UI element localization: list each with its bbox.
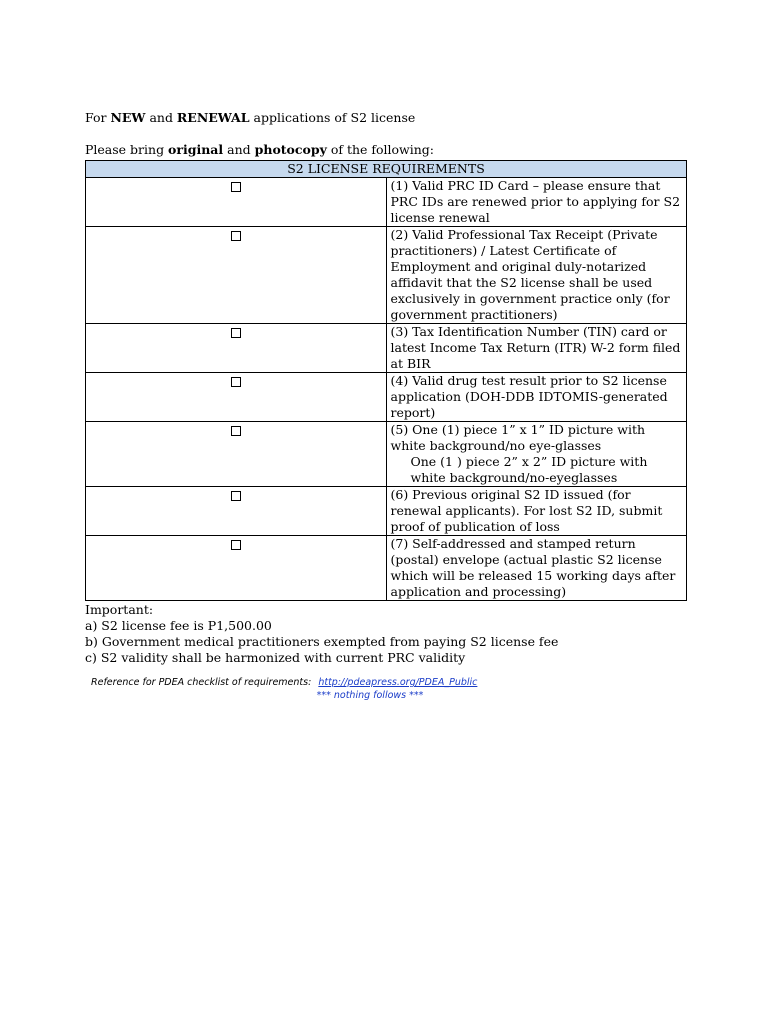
table-row	[86, 536, 687, 601]
requirement-text: (7) Self-addressed and stamped return (postal) envelope (actual plastic S2 license which will be released 15 working days after application and processing)	[386, 536, 687, 601]
requirement-text: (2) Valid Professional Tax Receipt (Private practitioners) / Latest Certificate of Employment and original duly-notarized affidavit that the S2 license shall be used exclusively in government practice only (for government practitioners)	[386, 227, 687, 324]
reference-line	[85, 676, 687, 689]
checkbox[interactable]	[231, 426, 241, 436]
important-notes	[85, 602, 687, 666]
table-row	[86, 227, 687, 324]
document	[85, 110, 687, 702]
checkbox[interactable]	[231, 377, 241, 387]
checkbox-cell	[86, 373, 387, 422]
requirement-text: (3) Tax Identification Number (TIN) card or latest Income Tax Return (ITR) W-2 form filed at BIR	[386, 324, 687, 373]
reference-link[interactable]: http://pdeapress.org/PDEA_Public	[318, 677, 478, 688]
checkbox[interactable]	[231, 231, 241, 241]
table-row	[86, 487, 687, 536]
important-item: b) Government medical practitioners exempted from paying S2 license fee	[85, 634, 559, 649]
important-item: a) S2 license fee is P1,500.00	[85, 618, 272, 633]
intro-line-2: Please bring original and photocopy of the following:	[85, 142, 435, 157]
checkbox-cell	[86, 487, 387, 536]
table-header: S2 LICENSE REQUIREMENTS	[86, 161, 687, 178]
requirement-text: (1) Valid PRC ID Card – please ensure that PRC IDs are renewed prior to applying for S2 license renewal	[386, 178, 687, 227]
requirement-text	[386, 422, 687, 487]
table-row	[86, 422, 687, 487]
checkbox[interactable]	[231, 328, 241, 338]
table-header-row	[86, 161, 687, 178]
checkbox-cell	[86, 227, 387, 324]
table-row	[86, 324, 687, 373]
reference-label: Reference for PDEA checklist of requirements:	[91, 677, 312, 688]
checkbox[interactable]	[231, 540, 241, 550]
checkbox[interactable]	[231, 491, 241, 501]
requirement-text: (4) Valid drug test result prior to S2 license application (DOH-DDB IDTOMIS-generated report)	[386, 373, 687, 422]
requirement-line: One (1 ) piece 2” x 2” ID picture with white background/no-eyeglasses	[410, 454, 648, 485]
requirements-table	[85, 160, 687, 601]
checkbox-cell	[86, 178, 387, 227]
checkbox-cell	[86, 536, 387, 601]
important-heading: Important:	[85, 602, 154, 617]
checkbox-cell	[86, 422, 387, 487]
table-row	[86, 373, 687, 422]
nothing-follows: *** nothing follows ***	[316, 690, 424, 701]
checkbox[interactable]	[231, 182, 241, 192]
intro-line-1: For NEW and RENEWAL applications of S2 license	[85, 110, 416, 125]
important-item: c) S2 validity shall be harmonized with current PRC validity	[85, 650, 466, 665]
requirement-text: (6) Previous original S2 ID issued (for renewal applicants). For lost S2 ID, submit proof of publication of loss	[386, 487, 687, 536]
requirement-line: (5) One (1) piece 1” x 1” ID picture with white background/no eye-glasses	[390, 422, 646, 453]
checkbox-cell	[86, 324, 387, 373]
table-row	[86, 178, 687, 227]
